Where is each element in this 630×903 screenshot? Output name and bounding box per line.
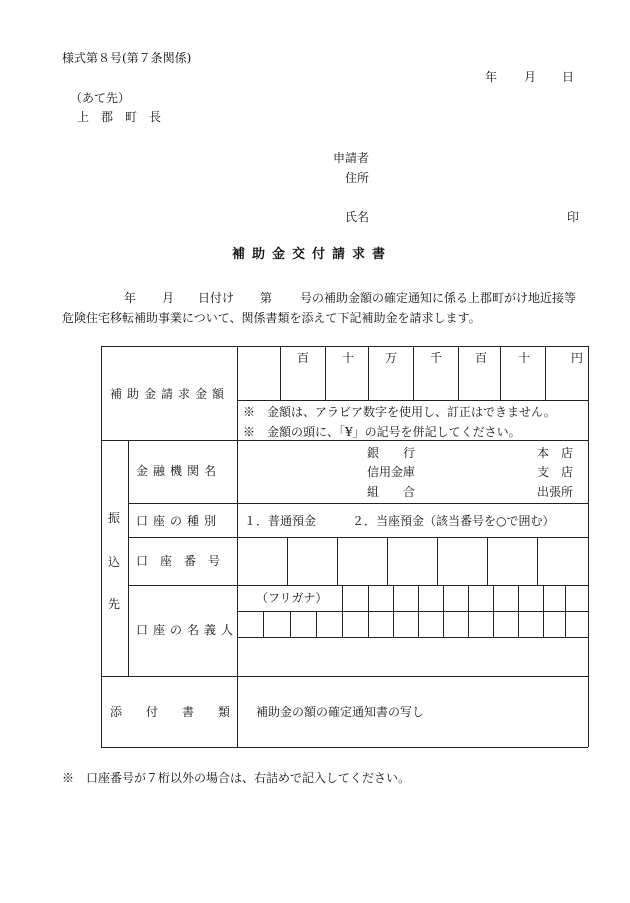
digit-unit-yen: 円: [571, 351, 584, 365]
intro-year: 年: [124, 291, 137, 305]
account-holder-label: 口座の名義人: [136, 623, 239, 637]
transfer-label-1: 振: [108, 511, 121, 525]
bank-type-kumiai: 組 合: [367, 485, 416, 499]
amount-note-1: ※ 金額は、アラビア数字を使用し、訂正はできません。: [243, 405, 556, 419]
amount-label: 補助金請求金額: [110, 387, 230, 401]
account-type-options: １．普通預金 ２．当座預金（該当番号を○で囲む）: [244, 514, 555, 528]
bank-type-bank: 銀 行: [367, 446, 416, 460]
intro-line2: 危険住宅移転補助事業について、関係書類を添えて下記補助金を請求します。: [62, 311, 481, 325]
digit-unit-hundred-million: 百: [297, 351, 310, 365]
applicant-address-label: 住所: [345, 171, 370, 185]
account-number-label: 口 座 番 号: [136, 554, 221, 568]
date-month-label: 月: [524, 70, 537, 84]
transfer-label-3: 先: [108, 597, 121, 611]
footnote: ※ 口座番号が７桁以外の場合は、右詰めで記入してください。: [62, 771, 411, 785]
bank-label: 金融機関名: [136, 464, 222, 478]
intro-day: 日付け: [198, 291, 235, 305]
addressee-note: （あて先）: [70, 91, 131, 105]
applicant-label: 申請者: [333, 151, 370, 165]
account-type-label: 口座の種別: [136, 514, 222, 528]
branch-type-head: 本 店: [537, 446, 574, 460]
form-number: 様式第８号(第７条関係): [62, 51, 192, 65]
branch-type-office: 出張所: [537, 485, 574, 499]
transfer-label-2: 込: [108, 555, 121, 569]
intro-line1-rest: 号の補助金額の確定通知に係る上郡町がけ地近接等: [300, 291, 577, 305]
digit-unit-hundred: 百: [475, 351, 488, 365]
applicant-name-label: 氏名: [345, 210, 370, 224]
digit-unit-ten-thousand: 万: [385, 351, 398, 365]
date-year-label: 年: [485, 70, 498, 84]
attachments-label: 添 付 書 類: [110, 705, 231, 719]
bank-type-shinkin: 信用金庫: [367, 465, 416, 479]
amount-note-2: ※ 金額の頭に、「¥」の記号を併記してください。: [243, 425, 521, 439]
furigana-label: （フリガナ）: [256, 591, 328, 605]
attachments-value: 補助金の額の確定通知書の写し: [256, 705, 425, 719]
intro-month: 月: [162, 291, 175, 305]
date-day-label: 日: [562, 70, 575, 84]
digit-unit-thousand: 千: [430, 351, 443, 365]
branch-type-branch: 支 店: [537, 465, 574, 479]
addressee: 上 郡 町 長: [77, 110, 162, 124]
digit-unit-ten: 十: [518, 351, 531, 365]
intro-number-prefix: 第: [260, 291, 273, 305]
document-title: 補助金交付請求書: [232, 247, 393, 262]
seal-mark: 印: [567, 210, 580, 224]
digit-unit-ten-million: 十: [342, 351, 355, 365]
